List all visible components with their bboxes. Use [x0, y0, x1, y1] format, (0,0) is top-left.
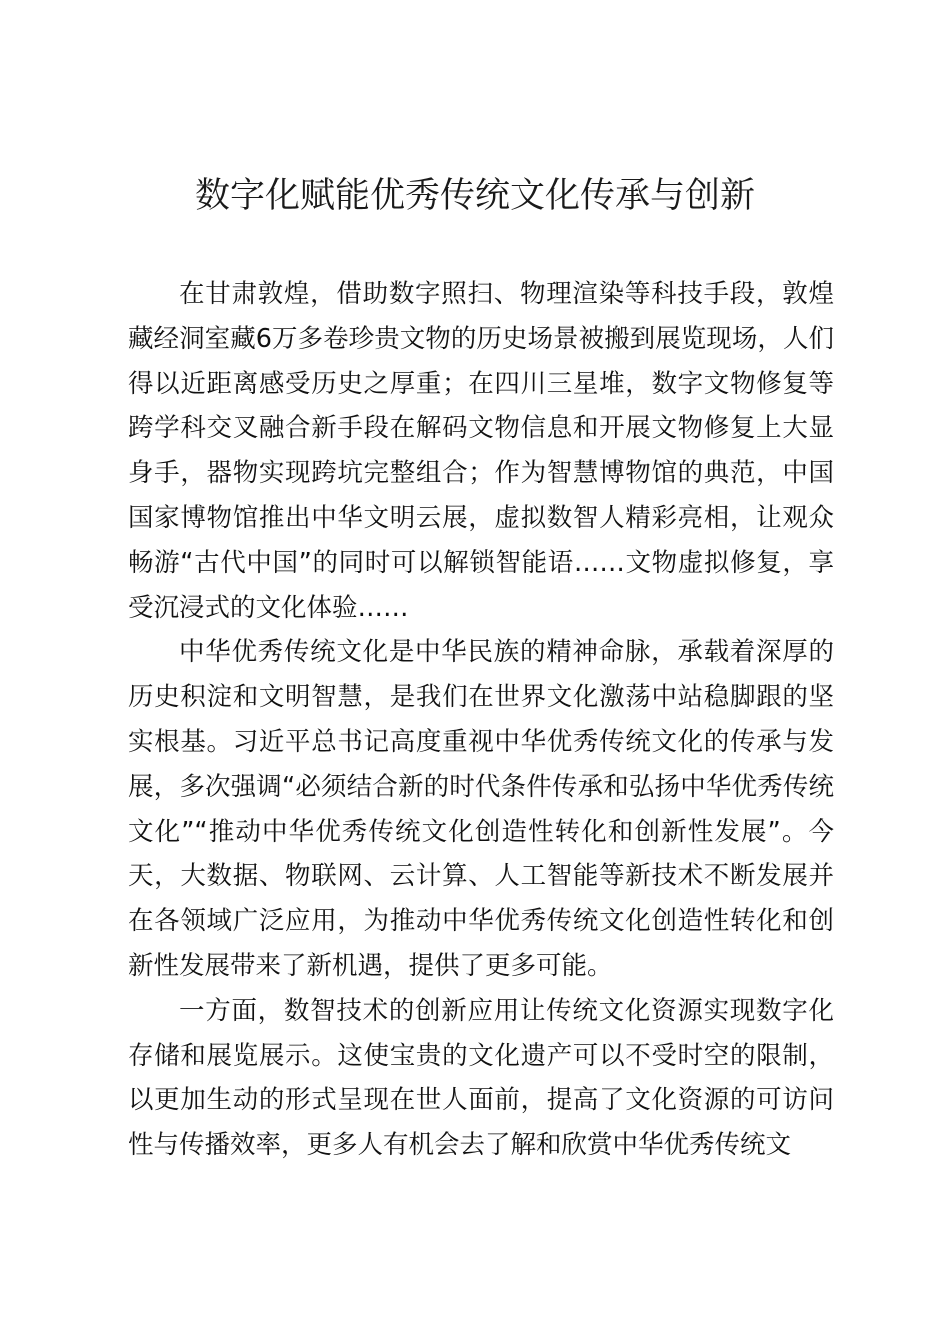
- document-title: 数字化赋能优秀传统文化传承与创新: [194, 176, 755, 216]
- paragraph-2: 中华优秀传统文化是中华民族的精神命脉，承载着深厚的历史积淀和文明智慧，是我们在世界文化激荡中站稳脚跟的坚实根基。习近平总书记高度重视中华优秀传统文化的传承与发展，多次强调“必须结合新的时代条件传承和弘扬中华优秀传统文化”“推动中华优秀传统文化创造性转化和创新性发展”。今天，大数据、物联网、云计算、人工智能等新技术不断发展并在各领域广泛应用，为推动中华优秀传统文化创造性转化和创新性发展带来了新机遇，提供了更多可能。: [128, 637, 834, 981]
- paragraph-1: 在甘肃敦煌，借助数字照扫、物理渲染等科技手段，敦煌藏经洞室藏6万多卷珍贵文物的历史场景被搬到展览现场，人们得以近距离感受历史之厚重；在四川三星堆，数字文物修复等跨学科交叉融合新手段在解码文物信息和开展文物修复上大显身手，器物实现跨坑完整组合；作为智慧博物馆的典范，中国国家博物馆推出中华文明云展，虚拟数智人精彩亮相，让观众畅游“古代中国”的同时可以解锁智能语……文物虚拟修复，享受沉浸式的文化体验……: [128, 279, 834, 623]
- document-body: [128, 272, 834, 1168]
- paragraph-3: 一方面，数智技术的创新应用让传统文化资源实现数字化存储和展览展示。这使宝贵的文化遗产可以不受时空的限制，以更加生动的形式呈现在世人面前，提高了文化资源的可访问性与传播效率，更多人有机会去了解和欣赏中华优秀传统文: [128, 995, 834, 1161]
